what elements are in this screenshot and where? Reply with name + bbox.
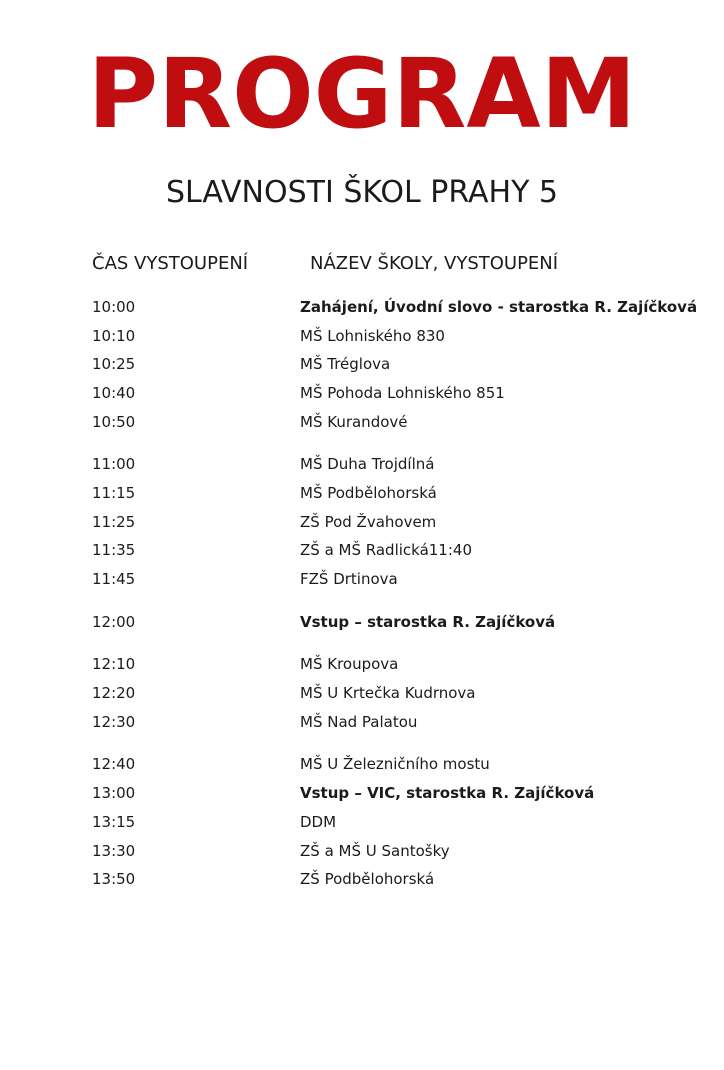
row-name: ZŠ a MŠ Radlická11:40 [300, 541, 472, 560]
table-row [92, 507, 724, 536]
row-time: 10:40 [92, 383, 136, 402]
table-row [92, 407, 724, 436]
schedule-rows [92, 293, 724, 894]
table-row [92, 450, 724, 479]
table-row [92, 650, 724, 679]
table-row [92, 321, 724, 350]
page-title: PROGRAM [87, 38, 637, 150]
row-time: 10:00 [92, 297, 136, 316]
row-time: 11:00 [92, 455, 136, 474]
row-time: 13:50 [92, 870, 136, 889]
table-row [92, 750, 724, 779]
row-time: 12:30 [92, 712, 136, 731]
row-name: MŠ Duha Trojdílná [300, 455, 435, 474]
row-name: ZŠ Pod Žvahovem [300, 512, 437, 531]
table-row [92, 865, 724, 894]
table-row [92, 707, 724, 736]
row-name: MŠ Kroupova [300, 655, 399, 674]
row-name: FZŠ Drtinova [300, 570, 398, 589]
table-row [92, 808, 724, 837]
row-time: 11:25 [92, 512, 136, 531]
table-row [92, 607, 724, 636]
row-name: DDM [300, 812, 337, 831]
row-time: 13:00 [92, 784, 136, 803]
page-subtitle: SLAVNOSTI ŠKOL PRAHY 5 [165, 175, 559, 210]
table-row [92, 379, 724, 408]
row-name: MŠ Lohniského 830 [300, 326, 445, 345]
column-header-name: NÁZEV ŠKOLY, VYSTOUPENÍ [310, 252, 559, 274]
row-name: MŠ Kurandové [300, 412, 408, 431]
row-time: 13:30 [92, 841, 136, 860]
row-time: 11:45 [92, 570, 136, 589]
row-name: Vstup – VIC, starostka R. Zajíčková [300, 784, 595, 803]
table-row [92, 779, 724, 808]
program-page [0, 38, 724, 1070]
table-row [92, 836, 724, 865]
row-time: 13:15 [92, 812, 136, 831]
table-row [92, 565, 724, 594]
row-time: 10:25 [92, 355, 136, 374]
row-name: MŠ Nad Palatou [300, 712, 418, 731]
row-name: Vstup – starostka R. Zajíčková [300, 612, 556, 631]
row-time: 10:50 [92, 412, 136, 431]
row-name: ZŠ a MŠ U Santošky [300, 841, 450, 860]
row-time: 12:40 [92, 755, 136, 774]
row-name: MŠ U Železničního mostu [300, 755, 490, 774]
table-row [92, 293, 724, 322]
schedule-table [92, 249, 724, 894]
column-header-time: ČAS VYSTOUPENÍ [92, 252, 249, 274]
table-row [92, 536, 724, 565]
row-name: MŠ Tréglova [300, 355, 391, 374]
row-time: 12:00 [92, 612, 136, 631]
row-time: 12:10 [92, 655, 136, 674]
row-time: 11:35 [92, 541, 136, 560]
table-row [92, 479, 724, 508]
row-time: 11:15 [92, 483, 136, 502]
row-time: 10:10 [92, 326, 136, 345]
row-name: MŠ Podbělohorská [300, 483, 437, 502]
row-name: ZŠ Podbělohorská [300, 870, 435, 889]
row-name: MŠ Pohoda Lohniského 851 [300, 383, 505, 402]
table-row [92, 679, 724, 708]
table-row [92, 350, 724, 379]
row-name: MŠ U Krtečka Kudrnova [300, 684, 476, 703]
row-time: 12:20 [92, 684, 136, 703]
schedule-header-row [92, 249, 724, 278]
row-name: Zahájení, Úvodní slovo - starostka R. Zajíčková [300, 297, 698, 316]
